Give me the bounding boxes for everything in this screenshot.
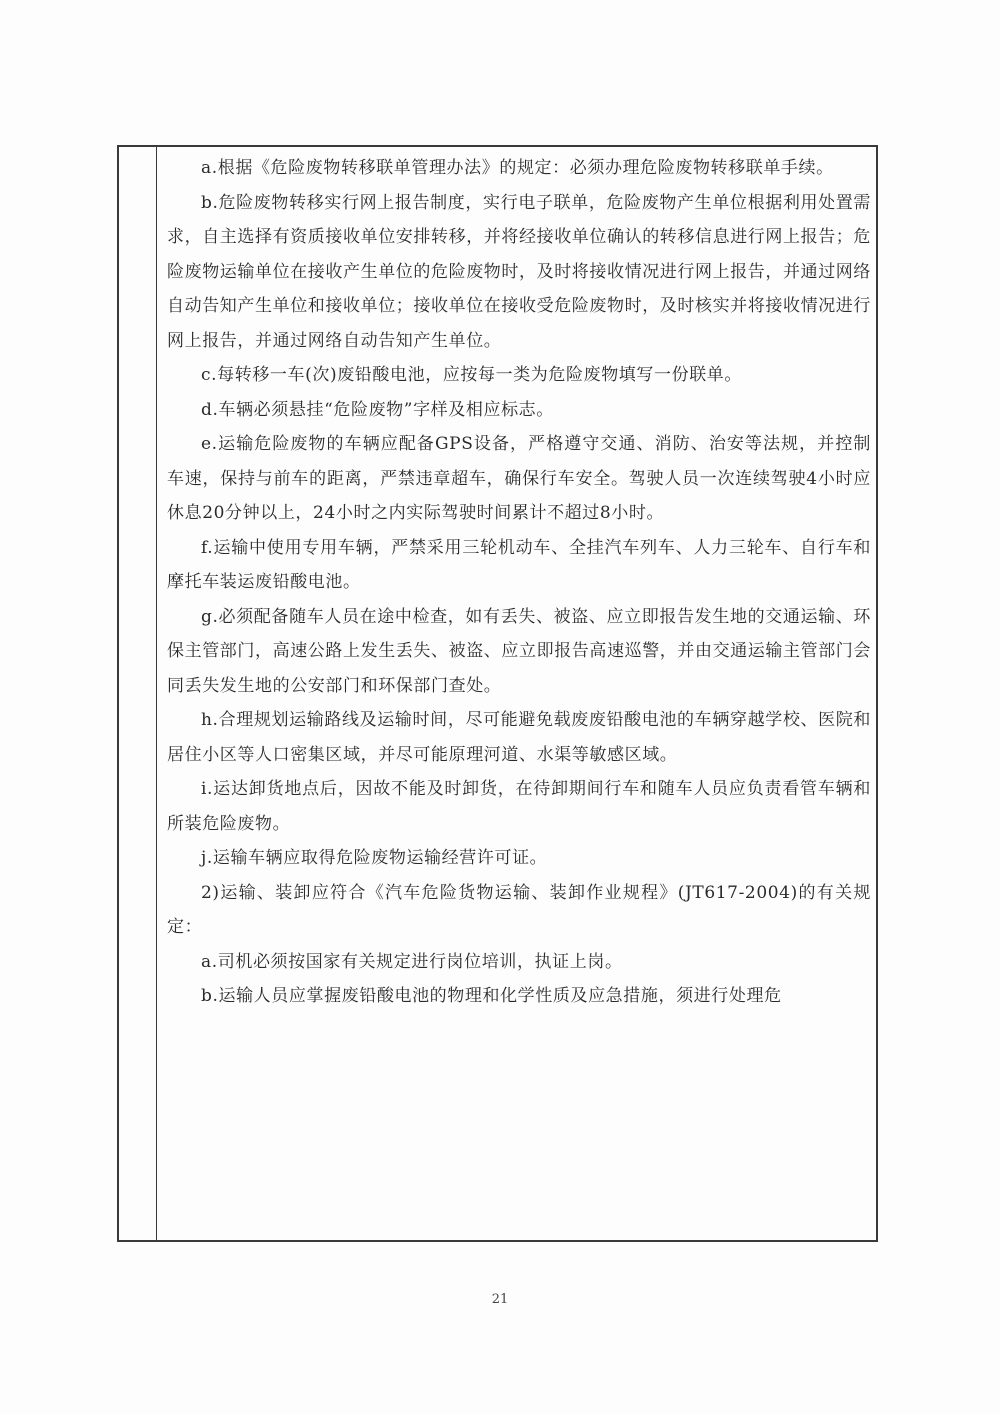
- paragraph-d-vehicle-signage: d.车辆必须悬挂“危险废物”字样及相应标志。: [201, 399, 554, 420]
- table-content-cell: [167, 151, 871, 1014]
- paragraph-2-loading-regulations: 2)运输、装卸应符合《汽车危险货物运输、装卸作业规程》(JT617-2004)的有关规定：: [167, 882, 871, 937]
- paragraph-a-transfer-manifest: a.根据《危险废物转移联单管理办法》的规定：必须办理危险废物转移联单手续。: [201, 158, 834, 178]
- page-number: 21: [491, 1292, 509, 1307]
- paragraph-f-dedicated-vehicles: f.运输中使用专用车辆，严禁采用三轮机动车、全挂汽车列车、人力三轮车、自行车和摩托车装运废铅酸电池。: [167, 537, 871, 592]
- paragraph-i-unloading-custody: i.运达卸货地点后，因故不能及时卸货，在待卸期间行车和随车人员应负责看管车辆和所装危险废物。: [167, 779, 871, 834]
- paragraph-e-gps-and-driving-time: e.运输危险废物的车辆应配备GPS设备，严格遵守交通、消防、治安等法规，并控制车速，保持与前车的距离，严禁违章超车，确保行车安全。驾驶人员一次连续驾驶4小时应休息20分钟以上，24小时之内实际驾驶时间累计不超过8小时。: [167, 434, 871, 523]
- paragraph-b-staff-knowledge: b.运输人员应掌握废铅酸电池的物理和化学性质及应急措施，须进行处理危: [201, 986, 782, 1006]
- paragraph-c-one-manifest-per-trip: c.每转移一车(次)废铅酸电池，应按每一类为危险废物填写一份联单。: [201, 365, 742, 385]
- paragraph-b-online-reporting: b.危险废物转移实行网上报告制度，实行电子联单，危险废物产生单位根据利用处置需求，自主选择有资质接收单位安排转移，并将经接收单位确认的转移信息进行网上报告；危险废物运输单位在接收产生单位的危险废物时，及时将接收情况进行网上报告，并通过网络自动告知产生单位和接收单位；接收单位在接收受危险废物时，及时核实并将接收情况进行网上报告，并通过网络自动告知产生单位。: [167, 192, 871, 351]
- paragraph-j-transport-license: j.运输车辆应取得危险废物运输经营许可证。: [201, 848, 548, 868]
- table-left-column: [119, 147, 157, 1240]
- paragraph-a-driver-training: a.司机必须按国家有关规定进行岗位培训，执证上岗。: [201, 951, 623, 972]
- table-frame: [117, 145, 878, 1242]
- paragraph-h-route-planning: h.合理规划运输路线及运输时间，尽可能避免载废废铅酸电池的车辆穿越学校、医院和居住小区等人口密集区域，并尽可能原理河道、水渠等敏感区域。: [167, 710, 871, 765]
- paragraph-g-escort-and-loss-report: g.必须配备随车人员在途中检查，如有丢失、被盗、应立即报告发生地的交通运输、环保主管部门，高速公路上发生丢失、被盗、应立即报告高速巡警，并由交通运输主管部门会同丢失发生地的公安部门和环保部门查处。: [167, 606, 871, 696]
